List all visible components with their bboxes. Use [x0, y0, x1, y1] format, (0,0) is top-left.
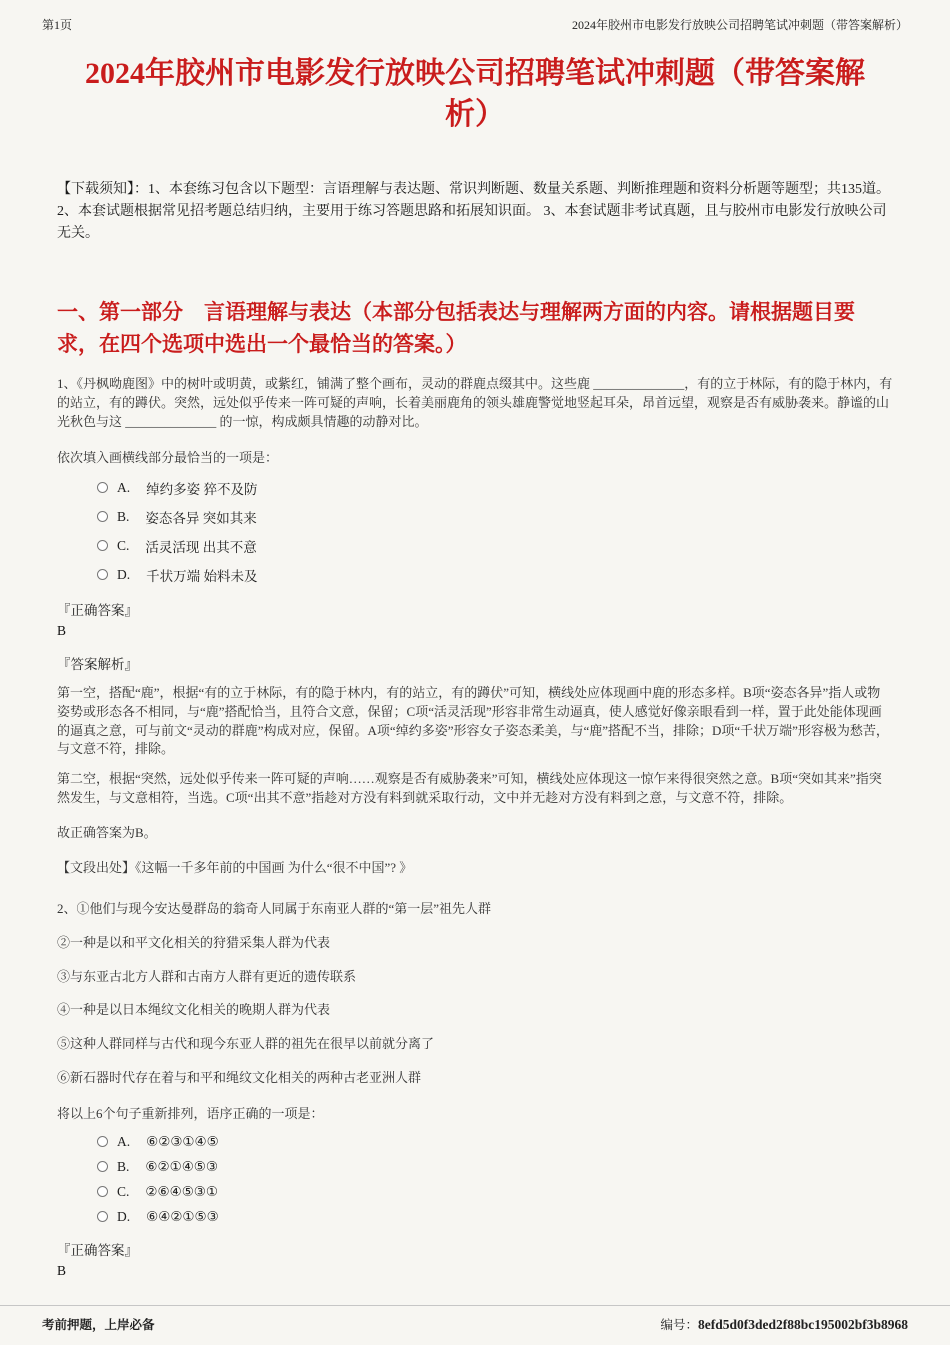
- question-1-prompt: 依次填入画横线部分最恰当的一项是：: [57, 449, 279, 465]
- document-title: 2024年胶州市电影发行放映公司招聘笔试冲刺题（带答案解析）: [85, 57, 865, 131]
- option-text: 姿态各异 突如其来: [145, 510, 257, 526]
- code-value: 8efd5d0f3ded2f88bc195002bf3b8968: [697, 1317, 908, 1332]
- page-header: [42, 16, 908, 33]
- analysis-paragraph: 第一空，搭配“鹿”，根据“有的立于林际，有的隐于林内，有的站立，有的蹲伏”可知，横线处应体现画中鹿的形态多样。B项“姿态各异”指人或物姿势或形态各不相同，与“鹿”搭配恰当，且符合文意，保留；C项“活灵活现”形容非常生动逼真，使人感觉好像亲眼看到一样，置于此处能体现画的逼真之意，可与前文“灵动的群鹿”构成对应，保留。A项“绰约多姿”形容女子姿态柔美，与“鹿”搭配不当，排除；D项“千状万端”形容极为愁苦，与文意不符，排除。: [57, 684, 889, 757]
- footer-slogan: 考前押题，上岸必备: [42, 1318, 155, 1332]
- question-1-options: [57, 478, 893, 585]
- sentence-item: 2、①他们与现今安达曼群岛的翁奇人同属于东南亚人群的“第一层”祖先人群: [57, 900, 492, 916]
- sentence-item: ③与东亚古北方人群和古南方人群有更近的遗传联系: [57, 968, 357, 984]
- correct-answer-value: B: [57, 622, 67, 638]
- correct-answer-label: 『正确答案』: [57, 1242, 138, 1258]
- footer-document-code: [660, 1315, 908, 1333]
- question-1-stem: 1、《丹枫呦鹿图》中的树叶或明黄，或紫红，铺满了整个画布，灵动的群鹿点缀其中。这些鹿 ______________，有的立于林际，有的隐于林内，有的站立，有的蹲伏。突然，远处似乎传来一阵可疑的声响，长着美丽鹿角的领头雄鹿警觉地竖起耳朵，昂首远望，观察是否有威胁袭来。静谧的山光秋色与这 ______________ 的一惊，构成颇具情趣的动静对比。: [57, 376, 893, 430]
- option-letter: C.: [117, 537, 130, 553]
- radio-button[interactable]: [97, 1211, 108, 1222]
- sentence-item: ⑥新石器时代存在着与和平和绳纹文化相关的两种古老亚洲人群: [57, 1070, 422, 1086]
- question-1-option-b[interactable]: [57, 507, 893, 527]
- option-text: 绰约多姿 猝不及防: [146, 481, 258, 497]
- question-1-option-c[interactable]: [57, 536, 893, 556]
- source-note: 【文段出处】《这幅一千多年前的中国画 为什么“很不中国”? 》: [57, 859, 413, 875]
- option-letter: C.: [117, 1183, 130, 1199]
- download-notice: 【下载须知】：1、本套练习包含以下题型：言语理解与表达题、常识判断题、数量关系题、判断推理题和资料分析题等题型；共135道。 2、本套试题根据常见招考题总结归纳，主要用于练习答题思路和拓展知识面。 3、本套试题非考试真题，且与胶州市电影发行放映公司无关。: [57, 182, 890, 242]
- radio-button[interactable]: [97, 540, 108, 551]
- option-text: ⑥④②①⑤③: [146, 1208, 219, 1224]
- option-text: 千状万端 始料未及: [146, 568, 258, 584]
- code-label: 编号：: [660, 1318, 698, 1332]
- option-text: 活灵活现 出其不意: [145, 539, 257, 555]
- correct-answer-label: 『正确答案』: [57, 602, 138, 618]
- question-2-option-d[interactable]: [57, 1209, 893, 1225]
- radio-button[interactable]: [97, 511, 108, 522]
- question-2: [57, 900, 893, 1279]
- question-2-option-b[interactable]: [57, 1159, 893, 1175]
- sentence-item: ②一种是以和平文化相关的狩猎采集人群为代表: [57, 934, 331, 950]
- question-1: [57, 375, 893, 876]
- sentence-item: ⑤这种人群同样与古代和现今东亚人群的祖先在很早以前就分离了: [57, 1036, 435, 1052]
- option-letter: B.: [117, 508, 130, 524]
- sentence-item: ④一种是以日本绳纹文化相关的晚期人群为代表: [57, 1002, 331, 1018]
- option-letter: D.: [117, 1208, 131, 1224]
- analysis-label: 『答案解析』: [57, 656, 138, 672]
- radio-button[interactable]: [97, 569, 108, 580]
- question-2-option-c[interactable]: [57, 1184, 893, 1200]
- header-page-number: 第1页: [42, 18, 73, 32]
- analysis-paragraph: 第二空，根据“突然，远处似乎传来一阵可疑的声响……观察是否有威胁袭来”可知，横线处应体现这一惊乍来得很突然之意。B项“突如其来”指突然发生，与文意相符，当选。C项“出其不意”指趁对方没有料到就采取行动，文中并无趁对方没有料到之意，与文意不符，排除。: [57, 771, 882, 806]
- option-letter: A.: [117, 1133, 131, 1149]
- radio-button[interactable]: [97, 1186, 108, 1197]
- option-text: ⑥②③①④⑤: [146, 1133, 219, 1149]
- question-2-option-a[interactable]: [57, 1134, 893, 1150]
- radio-button[interactable]: [97, 482, 108, 493]
- question-2-prompt: 将以上6个句子重新排列，语序正确的一项是：: [57, 1105, 324, 1121]
- header-doc-title: 2024年胶州市电影发行放映公司招聘笔试冲刺题（带答案解析）: [571, 18, 908, 32]
- question-2-options: [57, 1134, 893, 1225]
- page-footer: [0, 1305, 950, 1345]
- radio-button[interactable]: [97, 1161, 108, 1172]
- option-letter: D.: [117, 566, 131, 582]
- analysis-conclusion: 故正确答案为B。: [57, 824, 157, 840]
- option-text: ⑥②①④⑤③: [145, 1158, 219, 1174]
- option-letter: B.: [117, 1158, 130, 1174]
- question-1-option-d[interactable]: [57, 565, 893, 585]
- option-letter: A.: [117, 479, 131, 495]
- section-heading: 一、第一部分 言语理解与表达（本部分包括表达与理解两方面的内容。请根据题目要求，在四个选项中选出一个最恰当的答案。）: [57, 300, 855, 356]
- correct-answer-value: B: [57, 1262, 67, 1278]
- radio-button[interactable]: [97, 1136, 108, 1147]
- question-1-option-a[interactable]: [57, 478, 893, 498]
- option-text: ②⑥④⑤③①: [145, 1183, 219, 1199]
